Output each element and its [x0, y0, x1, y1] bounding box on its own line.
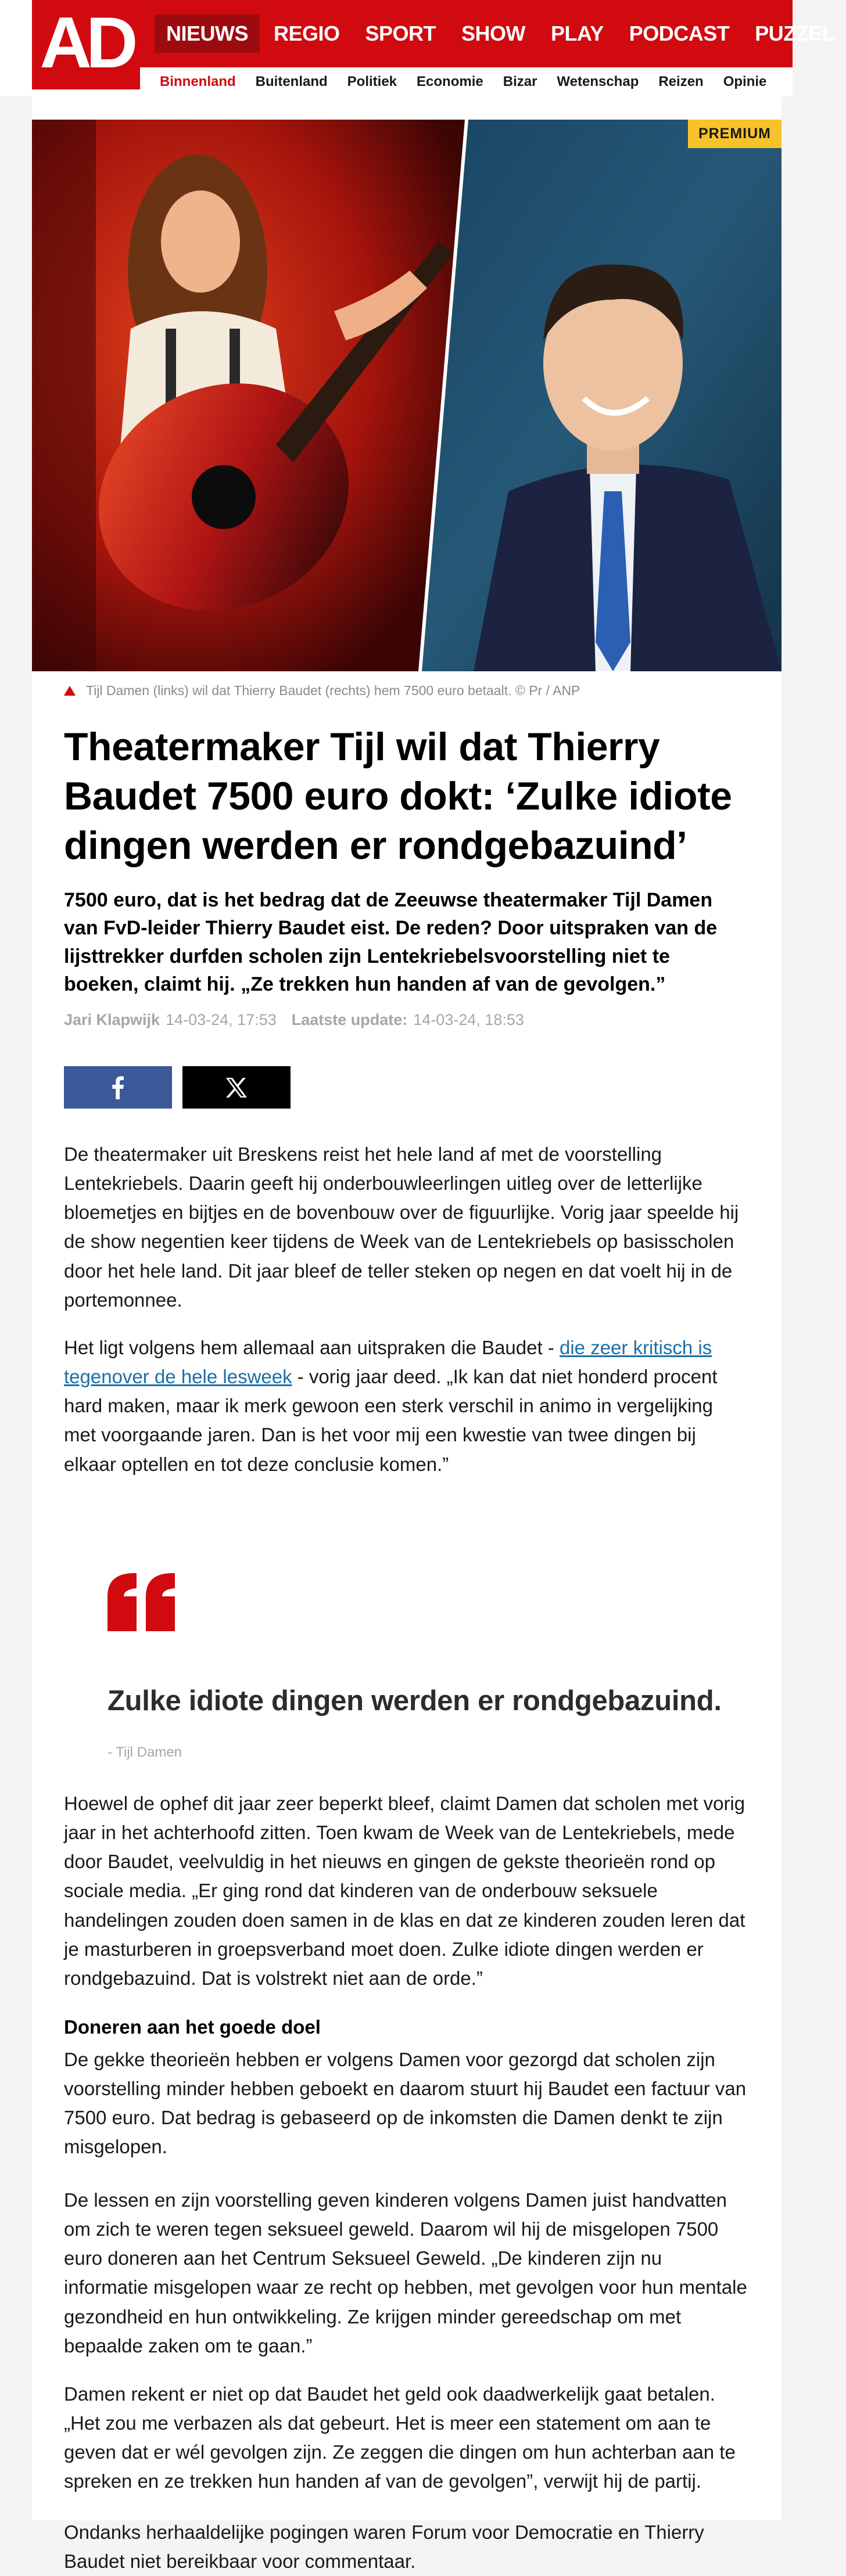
paragraph-2-text-b: - vorig jaar deed. „Ik kan dat niet honderd procent hard maken, maar ik merk gewoon een sterk verschil in animo in vergelijking met voorgaande jaren. Dan is het voor mij een kwestie van twee dingen bij elkaar optellen en tot deze conclusie komen.” — [64, 1366, 718, 1475]
subnav-opinie[interactable]: Opinie — [723, 74, 767, 89]
paragraph-7: Ondanks herhaaldelijke pogingen waren Forum voor Democratie en Thierry Baudet niet bereikbaar voor commentaar. — [64, 2521, 704, 2573]
subnav-wetenschap[interactable]: Wetenschap — [557, 74, 639, 89]
paragraph-2 — [64, 1333, 750, 1479]
pull-quote-author: - Tijl Damen — [107, 1744, 182, 1760]
nav-regio[interactable]: REGIO — [274, 21, 340, 45]
subnav-economie[interactable]: Economie — [417, 74, 483, 89]
site-header — [0, 0, 835, 96]
left-photo — [32, 120, 474, 671]
updated-date: 14-03-24, 18:53 — [413, 1011, 524, 1028]
pull-quote: Zulke idiote dingen werden er rondgebazuind. — [107, 1685, 722, 1717]
caption-text: Tijl Damen (links) wil dat Thierry Baudet (rechts) hem 7500 euro betaalt. © Pr / ANP — [86, 683, 580, 698]
article-intro: 7500 euro, dat is het bedrag dat de Zeeuwse theatermaker Tijl Damen van FvD-leider Thierry Baudet eist. De reden? Door uitspraken van de lijsttrekker durfden scholen zijn Lentekriebelsvoorstelling niet te boeken, claimt hij. „Ze trekken hun handen af van de gevolgen.” — [64, 889, 718, 995]
main-nav — [140, 0, 835, 67]
author-name[interactable]: Jari Klapwijk — [64, 1011, 160, 1028]
published-date: 14-03-24, 17:53 — [166, 1011, 277, 1028]
inline-link-lesweek[interactable]: die zeer kritisch is tegenover de hele lesweek — [64, 1337, 712, 1388]
subnav-politiek[interactable]: Politiek — [347, 74, 397, 89]
premium-badge: PREMIUM — [688, 120, 782, 148]
article-title: Theatermaker Tijl wil dat Thierry Baudet 7500 euro dokt: ‘Zulke idiote dingen werden er rondgebazuind’ — [64, 725, 732, 868]
paragraph-3: Hoewel de ophef dit jaar zeer beperkt bleef, claimt Damen dat scholen met vorig jaar in het achterhoofd zitten. Toen kwam de Week van de Lentekriebels, mede door Baudet, veelvuldig in het nieuws en gingen de gekste theorieën rond op sociale media. „Er ging rond dat kinderen van de onderbouw seksuele handelingen zouden doen samen in de klas en dat ze kinderen zouden leren dat je masturberen in groepsverband moet doen. Zulke idiote dingen werden er rondgebazuind. Dat is volstrekt niet aan de orde.” — [64, 1793, 745, 1989]
x-icon — [226, 1078, 247, 1098]
image-caption — [64, 683, 580, 699]
hero-image — [32, 120, 782, 671]
subnav-bizar[interactable]: Bizar — [503, 74, 537, 89]
nav-sport[interactable]: SPORT — [365, 21, 436, 45]
paragraph-2-text-a: Het ligt volgens hem allemaal aan uitspraken die Baudet - — [64, 1337, 560, 1358]
nav-show[interactable]: SHOW — [461, 21, 526, 45]
paragraph-6: Damen rekent er niet op dat Baudet het geld ook daadwerkelijk gaat betalen. „Het zou me verbazen als dat gebeurt. Het is meer een statement om aan te geven dat er wél gevolgen zijn. Ze zeggen die dingen om hun achterban aan te spreken en ze trekken hun handen af van de gevolgen”, verwijt hij de partij. — [64, 2383, 736, 2492]
nav-podcast[interactable]: PODCAST — [629, 21, 730, 45]
updated-label: Laatste update: — [291, 1011, 408, 1028]
article-meta — [64, 1011, 524, 1029]
caption-triangle-icon[interactable] — [64, 686, 76, 696]
paragraph-1: De theatermaker uit Breskens reist het hele land af met de voorstelling Lentekriebels. Daarin geeft hij onderbouwleerlingen uitleg over de letterlijke bloemetjes en bijtjes en de bovenbouw over de figuurlijke. Vorig jaar speelde hij de show negentien keer tijdens de Week van de Lentekriebels op basisscholen door het hele land. Dit jaar bleef de teller steken op negen en dat voelt hij in de portemonnee. — [64, 1143, 739, 1311]
subnav-reizen[interactable]: Reizen — [658, 74, 704, 89]
nav-nieuws[interactable]: NIEUWS — [155, 15, 260, 53]
subnav-buitenland[interactable]: Buitenland — [255, 74, 328, 89]
sub-nav — [160, 67, 786, 96]
ad-logo[interactable] — [32, 0, 140, 89]
nav-puzzel[interactable]: PUZZEL — [755, 21, 835, 45]
share-facebook-button[interactable] — [64, 1066, 172, 1109]
nav-play[interactable]: PLAY — [551, 21, 604, 45]
facebook-icon — [112, 1076, 124, 1099]
share-x-button[interactable] — [182, 1066, 291, 1109]
subheading: Doneren aan het goede doel — [64, 2016, 321, 2038]
paragraph-4: De gekke theorieën hebben er volgens Damen voor gezorgd dat scholen zijn voorstelling minder hebben geboekt en daarom stuurt hij Baudet een factuur van 7500 euro. Dat bedrag is gebaseerd op de inkomsten die Damen denkt te zijn misgelopen. — [64, 2049, 747, 2158]
subnav-binnenland[interactable]: Binnenland — [160, 74, 236, 89]
logo-text: AD — [40, 3, 132, 83]
article — [32, 96, 782, 2573]
quote-mark-icon — [107, 1573, 175, 1634]
paragraph-5: De lessen en zijn voorstelling geven kinderen volgens Damen juist handvatten om zich te weren tegen seksueel geweld. Daarom wil hij de misgelopen 7500 euro doneren aan het Centrum Seksueel Geweld. „De kinderen zijn nu informatie misgelopen waar ze recht op hebben, met gevolgen voor hun mentale gezondheid en hun ontwikkeling. Ze krijgen minder gereedschap om met bepaalde zaken om te gaan.” — [64, 2189, 747, 2356]
hero-photo-composite — [32, 120, 782, 671]
